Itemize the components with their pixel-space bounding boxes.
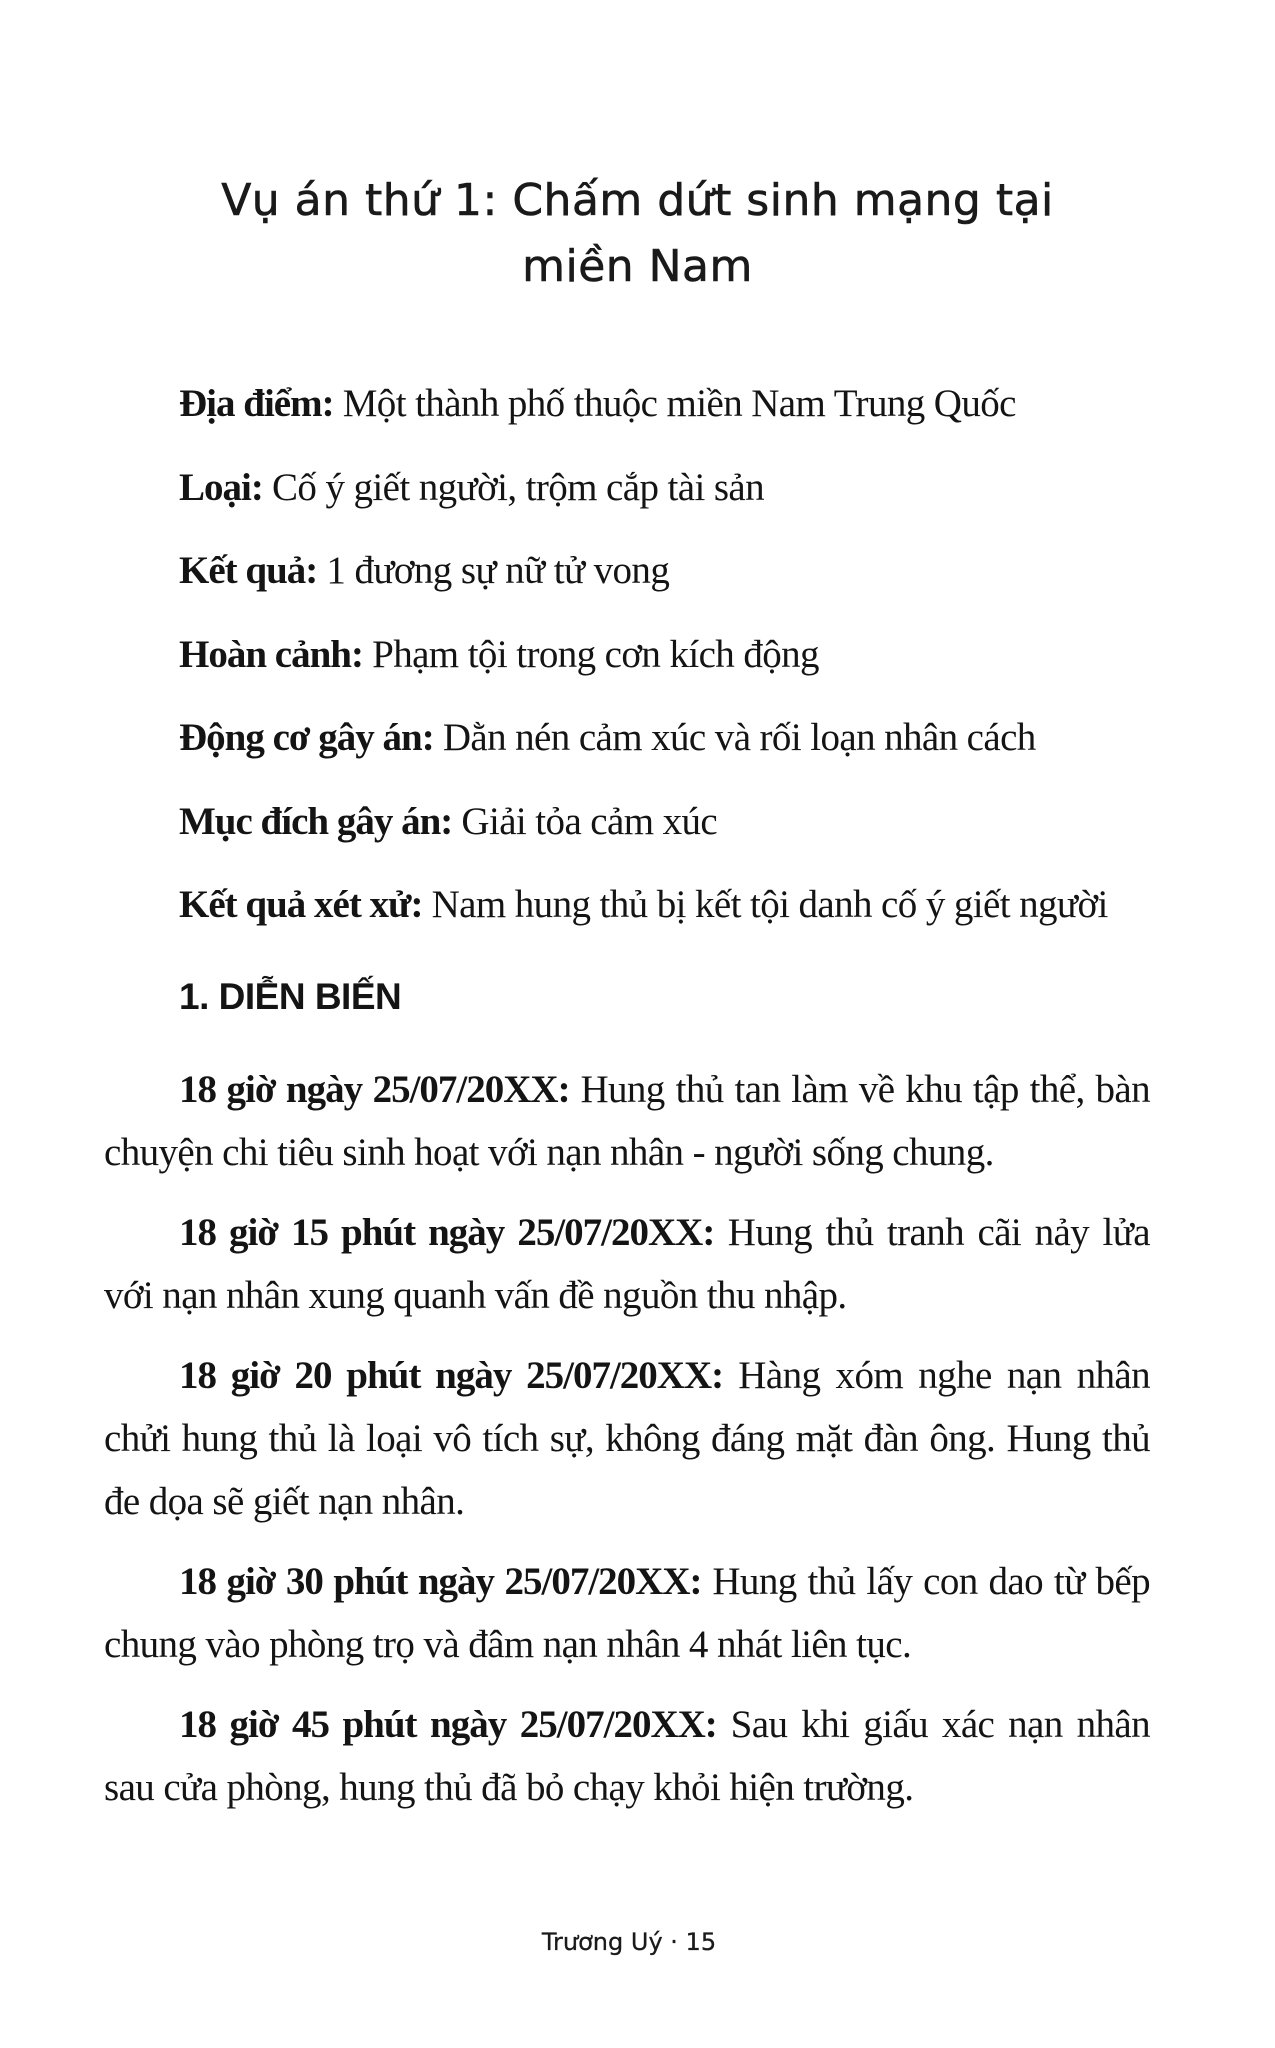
page-footer <box>0 1922 1258 1962</box>
case-info-block <box>179 362 1179 947</box>
timeline-time: 18 giờ ngày 25/07/20XX: <box>179 1068 570 1111</box>
info-value: Nam hung thủ bị kết tội danh cố ý giết người <box>422 883 1108 926</box>
footer-separator: · <box>662 1928 686 1956</box>
timeline-time: 18 giờ 15 phút ngày 25/07/20XX: <box>179 1211 715 1254</box>
timeline-entry <box>104 1201 1150 1327</box>
info-purpose <box>179 780 1179 864</box>
info-type <box>179 446 1179 530</box>
info-location <box>179 362 1179 446</box>
timeline-text: Hung thủ lấy con dao từ bếp chung vào phòng trọ và đâm nạn nhân 4 nhát liên tục. <box>104 1560 1151 1666</box>
timeline-text: Hung thủ tranh cãi nảy lửa với nạn nhân xung quanh vấn đề nguồn thu nhập. <box>104 1211 1150 1317</box>
timeline-time: 18 giờ 45 phút ngày 25/07/20XX: <box>179 1703 717 1746</box>
info-motive <box>179 696 1179 780</box>
info-label: Kết quả: <box>179 549 318 592</box>
timeline-text: Hung thủ tan làm về khu tập thể, bàn chuyện chi tiêu sinh hoạt với nạn nhân - người sống chung. <box>104 1068 1150 1174</box>
timeline <box>104 1058 1150 1836</box>
info-value: Phạm tội trong cơn kích động <box>362 632 819 676</box>
chapter-title-line-1: Vụ án thứ 1: Chấm dứt sinh mạng tại <box>221 175 1054 226</box>
info-result <box>179 529 1179 613</box>
info-value: Cố ý giết người, trộm cắp tài sản <box>262 465 765 509</box>
info-value: Một thành phố thuộc miền Nam Trung Quốc <box>333 382 1016 425</box>
timeline-text: Sau khi giấu xác nạn nhân sau cửa phòng, hung thủ đã bỏ chạy khỏi hiện trường. <box>104 1703 1150 1809</box>
info-label: Động cơ gây án: <box>179 716 434 759</box>
info-value: Dằn nén cảm xúc và rối loạn nhân cách <box>433 716 1036 759</box>
timeline-entry <box>104 1693 1150 1819</box>
info-circumstance <box>179 613 1179 697</box>
section-heading: 1. DIỄN BIẾN <box>179 976 402 1017</box>
chapter-title-line-2: miền Nam <box>522 241 753 292</box>
chapter-title <box>150 168 1125 300</box>
info-verdict <box>179 863 1179 947</box>
timeline-text: Hàng xóm nghe nạn nhân chửi hung thủ là loại vô tích sự, không đáng mặt đàn ông. Hung thủ đe dọa sẽ giết nạn nhân. <box>104 1354 1150 1523</box>
info-value: Giải tỏa cảm xúc <box>452 799 718 843</box>
timeline-entry <box>104 1058 1150 1184</box>
page-number: 15 <box>685 1928 717 1956</box>
timeline-time: 18 giờ 30 phút ngày 25/07/20XX: <box>179 1560 702 1603</box>
info-label: Kết quả xét xử: <box>179 883 423 926</box>
info-label: Loại: <box>179 465 263 509</box>
info-label: Mục đích gây án: <box>179 799 453 843</box>
timeline-entry <box>104 1550 1150 1676</box>
timeline-entry <box>104 1344 1150 1533</box>
timeline-time: 18 giờ 20 phút ngày 25/07/20XX: <box>179 1354 724 1397</box>
info-value: 1 đương sự nữ tử vong <box>317 549 670 592</box>
info-label: Hoàn cảnh: <box>179 632 363 676</box>
info-label: Địa điểm: <box>179 382 334 425</box>
footer-author: Trương Uý <box>541 1928 663 1956</box>
